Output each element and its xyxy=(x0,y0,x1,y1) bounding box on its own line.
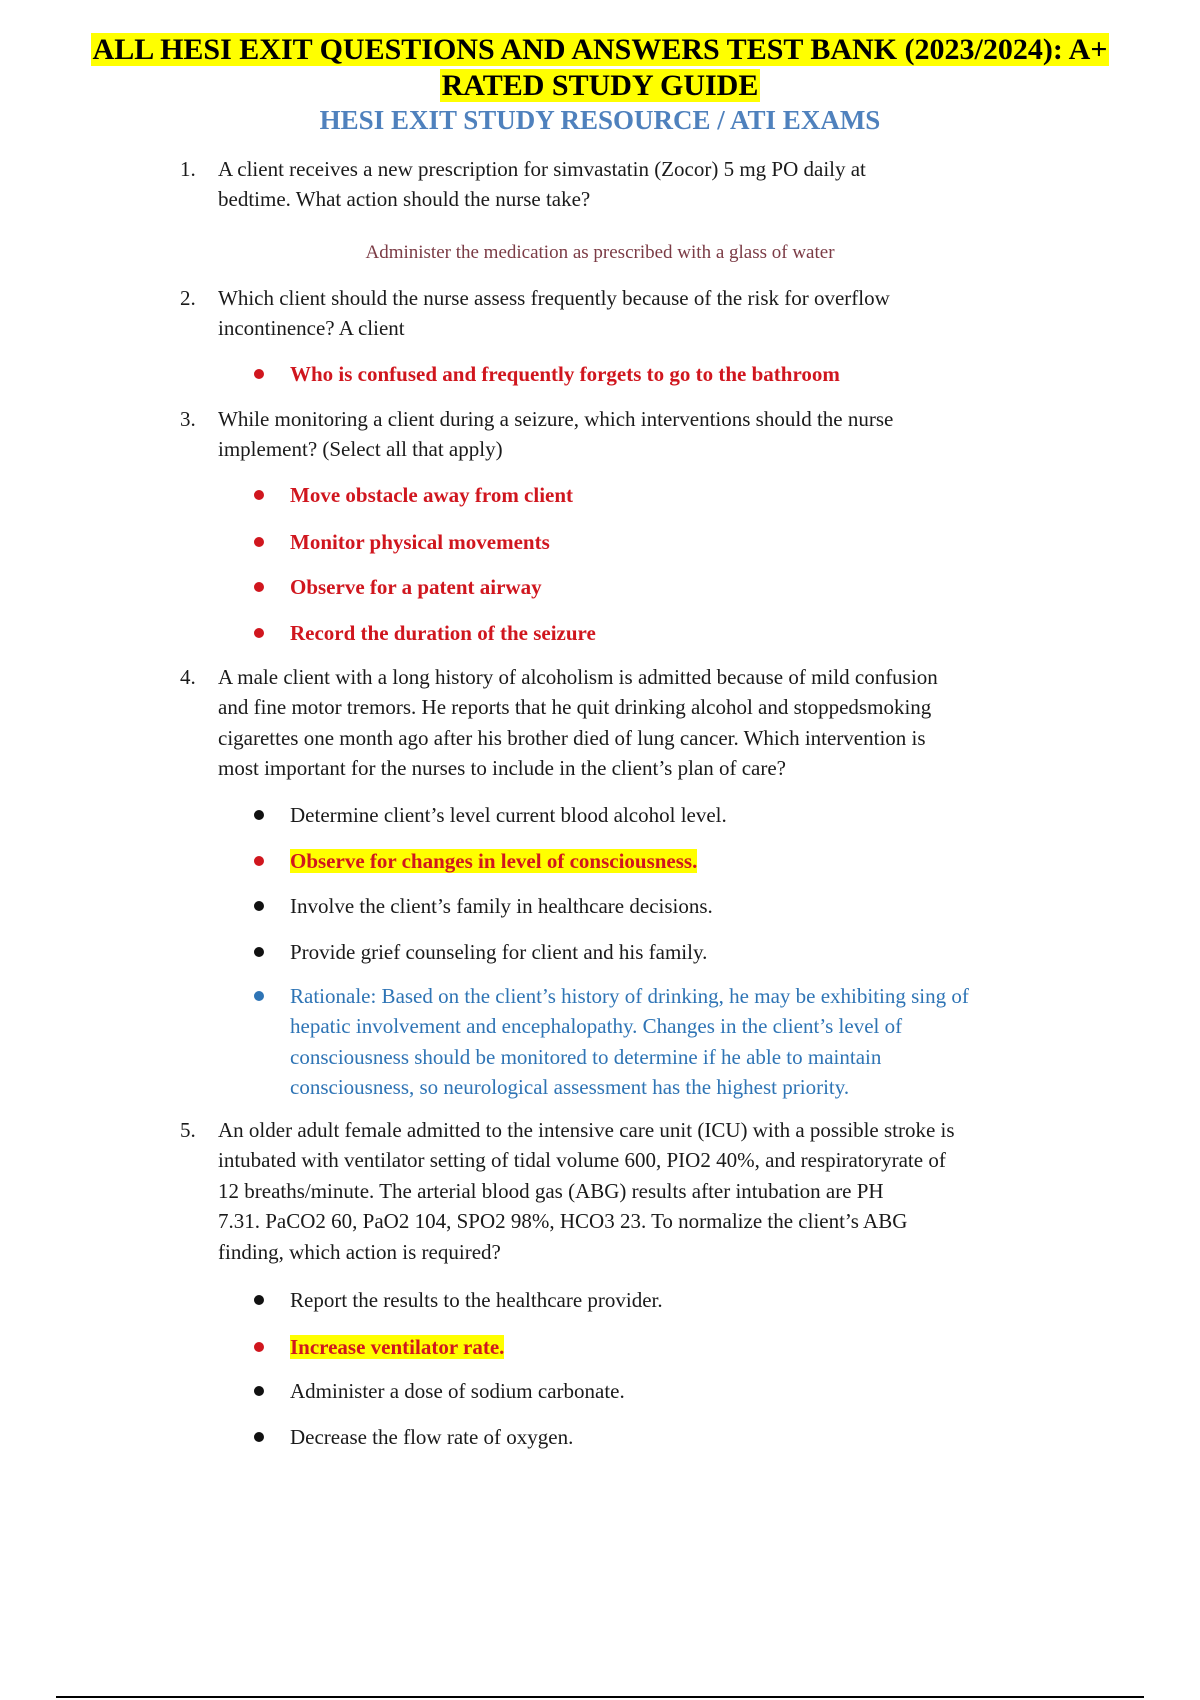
question-number: 2. xyxy=(180,286,196,310)
bullet xyxy=(254,947,264,957)
question-text: A client receives a new prescription for simvastatin (Zocor) 5 mg PO daily at bedtime. What action should the nurse take? xyxy=(218,157,866,212)
question-text: A male client with a long history of alcoholism is admitted because of mild confusion and fine motor tremors. He reports that he quit drinking alcohol and stoppedsmoking cigarettes one month ago after his brother died of lung cancer. Which intervention is most important for the nurses to include in the client’s plan of care? xyxy=(218,665,938,781)
bullet xyxy=(254,490,264,500)
answer-option-correct: Record the duration of the seizure xyxy=(290,621,596,645)
answer-option-correct: Move obstacle away from client xyxy=(290,483,574,507)
answer-option-correct-highlighted: Observe for changes in level of consciousness. xyxy=(290,849,698,873)
question-number: 1. xyxy=(180,157,196,181)
footer-rule xyxy=(56,1696,1144,1698)
answer-option-correct-highlighted: Increase ventilator rate. xyxy=(290,1335,505,1359)
bullet xyxy=(254,991,264,1001)
answer-option-correct: Observe for a patent airway xyxy=(290,575,542,599)
bullet xyxy=(254,1295,264,1305)
bullet xyxy=(254,537,264,547)
bullet xyxy=(254,1342,264,1352)
document-title-line-2: RATED STUDY GUIDE xyxy=(441,69,759,102)
rationale-text: Rationale: Based on the client’s history of drinking, he may be exhibiting sing of hepatic involvement and encephalopathy. Changes in the client’s level of consciousness should be monitored to determine if he able to maintain consciousness, so neurological assessment has the highest priority. xyxy=(290,984,969,1100)
question-number: 3. xyxy=(180,407,196,431)
question-text: An older adult female admitted to the intensive care unit (ICU) with a possible stroke is intubated with ventilator setting of tidal volume 600, PIO2 40%, and respiratoryrate of 12 breaths/minute. The arterial blood gas (ABG) results after intubation are PH 7.31. PaCO2 60, PaO2 104, SPO2 98%, HCO3 23. To normalize the client’s ABG finding, which action is required? xyxy=(218,1118,955,1264)
bullet xyxy=(254,901,264,911)
document-title-line-1: ALL HESI EXIT QUESTIONS AND ANSWERS TEST BANK (2023/2024): A+ xyxy=(92,33,1108,66)
answer-option: Administer a dose of sodium carbonate. xyxy=(290,1379,625,1403)
document-subtitle: HESI EXIT STUDY RESOURCE / ATI EXAMS xyxy=(319,105,881,135)
answer-option: Report the results to the healthcare provider. xyxy=(290,1288,663,1312)
question-number: 5. xyxy=(180,1118,196,1142)
question-text: While monitoring a client during a seizure, which interventions should the nurse implement? (Select all that apply) xyxy=(218,407,894,462)
answer-option: Involve the client’s family in healthcare decisions. xyxy=(290,894,713,918)
answer-option-correct: Who is confused and frequently forgets to go to the bathroom xyxy=(290,362,840,386)
bullet xyxy=(254,628,264,638)
question-number: 4. xyxy=(180,665,196,689)
bullet xyxy=(254,1386,264,1396)
answer-option: Determine client’s level current blood alcohol level. xyxy=(290,803,727,827)
bullet xyxy=(254,1432,264,1442)
answer-option: Provide grief counseling for client and his family. xyxy=(290,940,708,964)
bullet xyxy=(254,369,264,379)
bullet xyxy=(254,810,264,820)
bullet xyxy=(254,856,264,866)
answer-option: Decrease the flow rate of oxygen. xyxy=(290,1425,574,1449)
bullet xyxy=(254,582,264,592)
question-answer: Administer the medication as prescribed with a glass of water xyxy=(365,242,835,263)
answer-option-correct: Monitor physical movements xyxy=(290,530,550,554)
question-text: Which client should the nurse assess frequently because of the risk for overflow incontinence? A client xyxy=(218,286,890,341)
